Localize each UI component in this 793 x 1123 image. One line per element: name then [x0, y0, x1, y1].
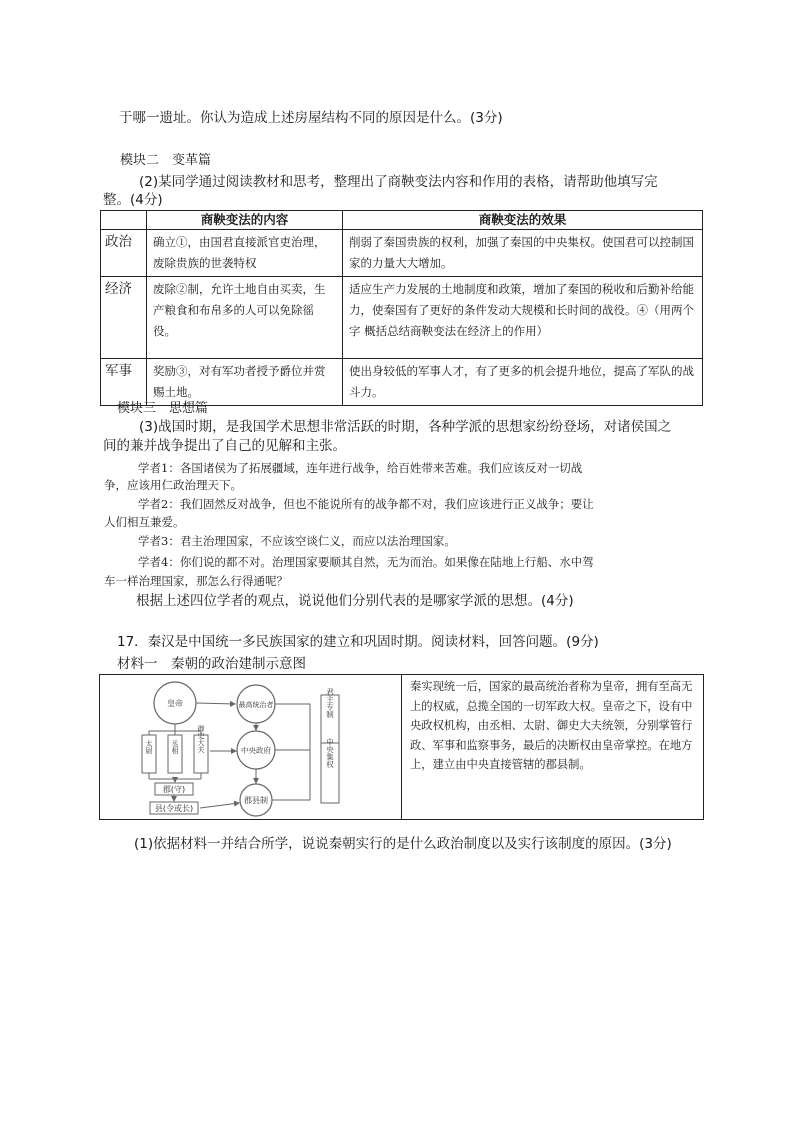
- material-one-box: [99, 674, 704, 820]
- module3-question-line1: (3)战国时期，是我国学术思想非常活跃的时期，各种学派的思想家纷纷登场，对诸侯国之: [139, 419, 672, 435]
- shang-yang-reform-table: [100, 210, 703, 406]
- module2-question-line2: 整。(4分): [103, 192, 163, 208]
- table-row: [101, 277, 703, 359]
- module3-ask: 根据上述四位学者的观点，说说他们分别代表的是哪家学派的思想。(4分): [136, 593, 574, 609]
- module2-heading: 模块二 变革篇: [120, 153, 212, 168]
- autocracy-label: 君主专制: [325, 688, 335, 718]
- commandery-label: 郡(守): [162, 785, 186, 794]
- material-label: 材料一 秦朝的政治建制示意图: [117, 656, 306, 672]
- intro-question-line: 于哪一遗址。你认为造成上述房屋结构不同的原因是什么。(3分): [119, 110, 503, 126]
- table-row-content: 奖励③，对有军功者授予爵位并赏赐土地。: [147, 359, 343, 406]
- supreme-ruler-label: 最高统治者: [238, 701, 274, 709]
- table-row: [101, 230, 703, 277]
- table-header-cell: [101, 211, 147, 230]
- module3-heading: 模块三 思想篇: [117, 401, 209, 416]
- q17-sub-question: (1)依据材料一并结合所学，说说秦朝实行的是什么政治制度以及实行该制度的原因。(3分): [134, 836, 672, 852]
- table-header-cell: 商鞅变法的效果: [343, 211, 703, 230]
- emperor-label: 皇帝: [167, 699, 183, 708]
- table-row-area: 经济: [101, 277, 147, 359]
- county-label: 县(令或长): [154, 804, 194, 813]
- scholar-line: 争，应该用仁政治理天下。: [104, 478, 242, 492]
- table-header-row: [101, 211, 703, 230]
- q17-title: 17．秦汉是中国统一多民族国家的建立和巩固时期。阅读材料，回答问题。(9分): [117, 634, 599, 650]
- scholar-line: 学者2：我们固然反对战争，但也不能说所有的战争都不对，我们应该进行正义战争；要让: [138, 497, 594, 511]
- table-row-area: 军事: [101, 359, 147, 406]
- scholar-line: 学者1：各国诸侯为了拓展疆域，连年进行战争，给百姓带来苦难。我们应该反对一切战: [138, 461, 583, 475]
- table-row-effect: 使出身较低的军事人才，有了更多的机会提升地位，提高了军队的战斗力。: [343, 359, 703, 406]
- table-row-content: 确立①，由国君直接派官吏治理，废除贵族的世袭特权: [147, 230, 343, 277]
- table-header-cell: 商鞅变法的内容: [147, 211, 343, 230]
- official-label: 丞相: [171, 740, 179, 754]
- table-row-effect: 削弱了秦国贵族的权利，加强了秦国的中央集权。使国君可以控制国家的力量大大增加。: [343, 230, 703, 277]
- official-label: 太尉: [145, 740, 153, 754]
- scholar-line: 车一样治理国家，那怎么行得通呢？: [104, 574, 288, 588]
- table-row-effect: 适应生产力发展的土地制度和政策，增加了秦国的税收和后勤补给能力，使秦国有了更好的条件发动大规模和长时间的战役。④（用两个字 概括总结商鞅变法在经济上的作用）: [343, 277, 703, 359]
- table-row-area: 政治: [101, 230, 147, 277]
- table-row-content: 废除②制，允许土地自由买卖，生产粮食和布帛多的人可以免除徭役。: [147, 277, 343, 359]
- material-divider: [401, 675, 402, 819]
- qin-political-structure-diagram: [100, 675, 400, 819]
- central-gov-label: 中央政府: [241, 746, 271, 755]
- scholar-line: 人们相互兼爱。: [104, 515, 185, 529]
- module3-question-line2: 间的兼并战争提出了自己的见解和主张。: [103, 438, 346, 454]
- material-one-text: 秦实现统一后，国家的最高统治者称为皇帝，拥有至高无上的权威，总揽全国的一切军政大权。皇帝之下，设有中央政权机构，由丞相、太尉、御史大夫统领，分别掌管行政、军事和监察事务，最后的决断权由皇帝掌控。在地方上，建立由中央直接管辖的郡县制。: [410, 680, 693, 772]
- centralization-label: 中央集权: [325, 738, 335, 768]
- scholar-line: 学者3：君主治理国家，不应该空谈仁义，而应以法治理国家。: [138, 534, 456, 548]
- official-label: 御史大夫: [197, 725, 205, 753]
- module2-question-line1: (2)某同学通过阅读教材和思考，整理出了商鞅变法内容和作用的表格，请帮助他填写完: [139, 174, 658, 190]
- county-system-label: 郡县制: [244, 796, 268, 805]
- scholar-line: 学者4：你们说的都不对。治理国家要顺其自然，无为而治。如果像在陆地上行船、水中驾: [138, 555, 594, 569]
